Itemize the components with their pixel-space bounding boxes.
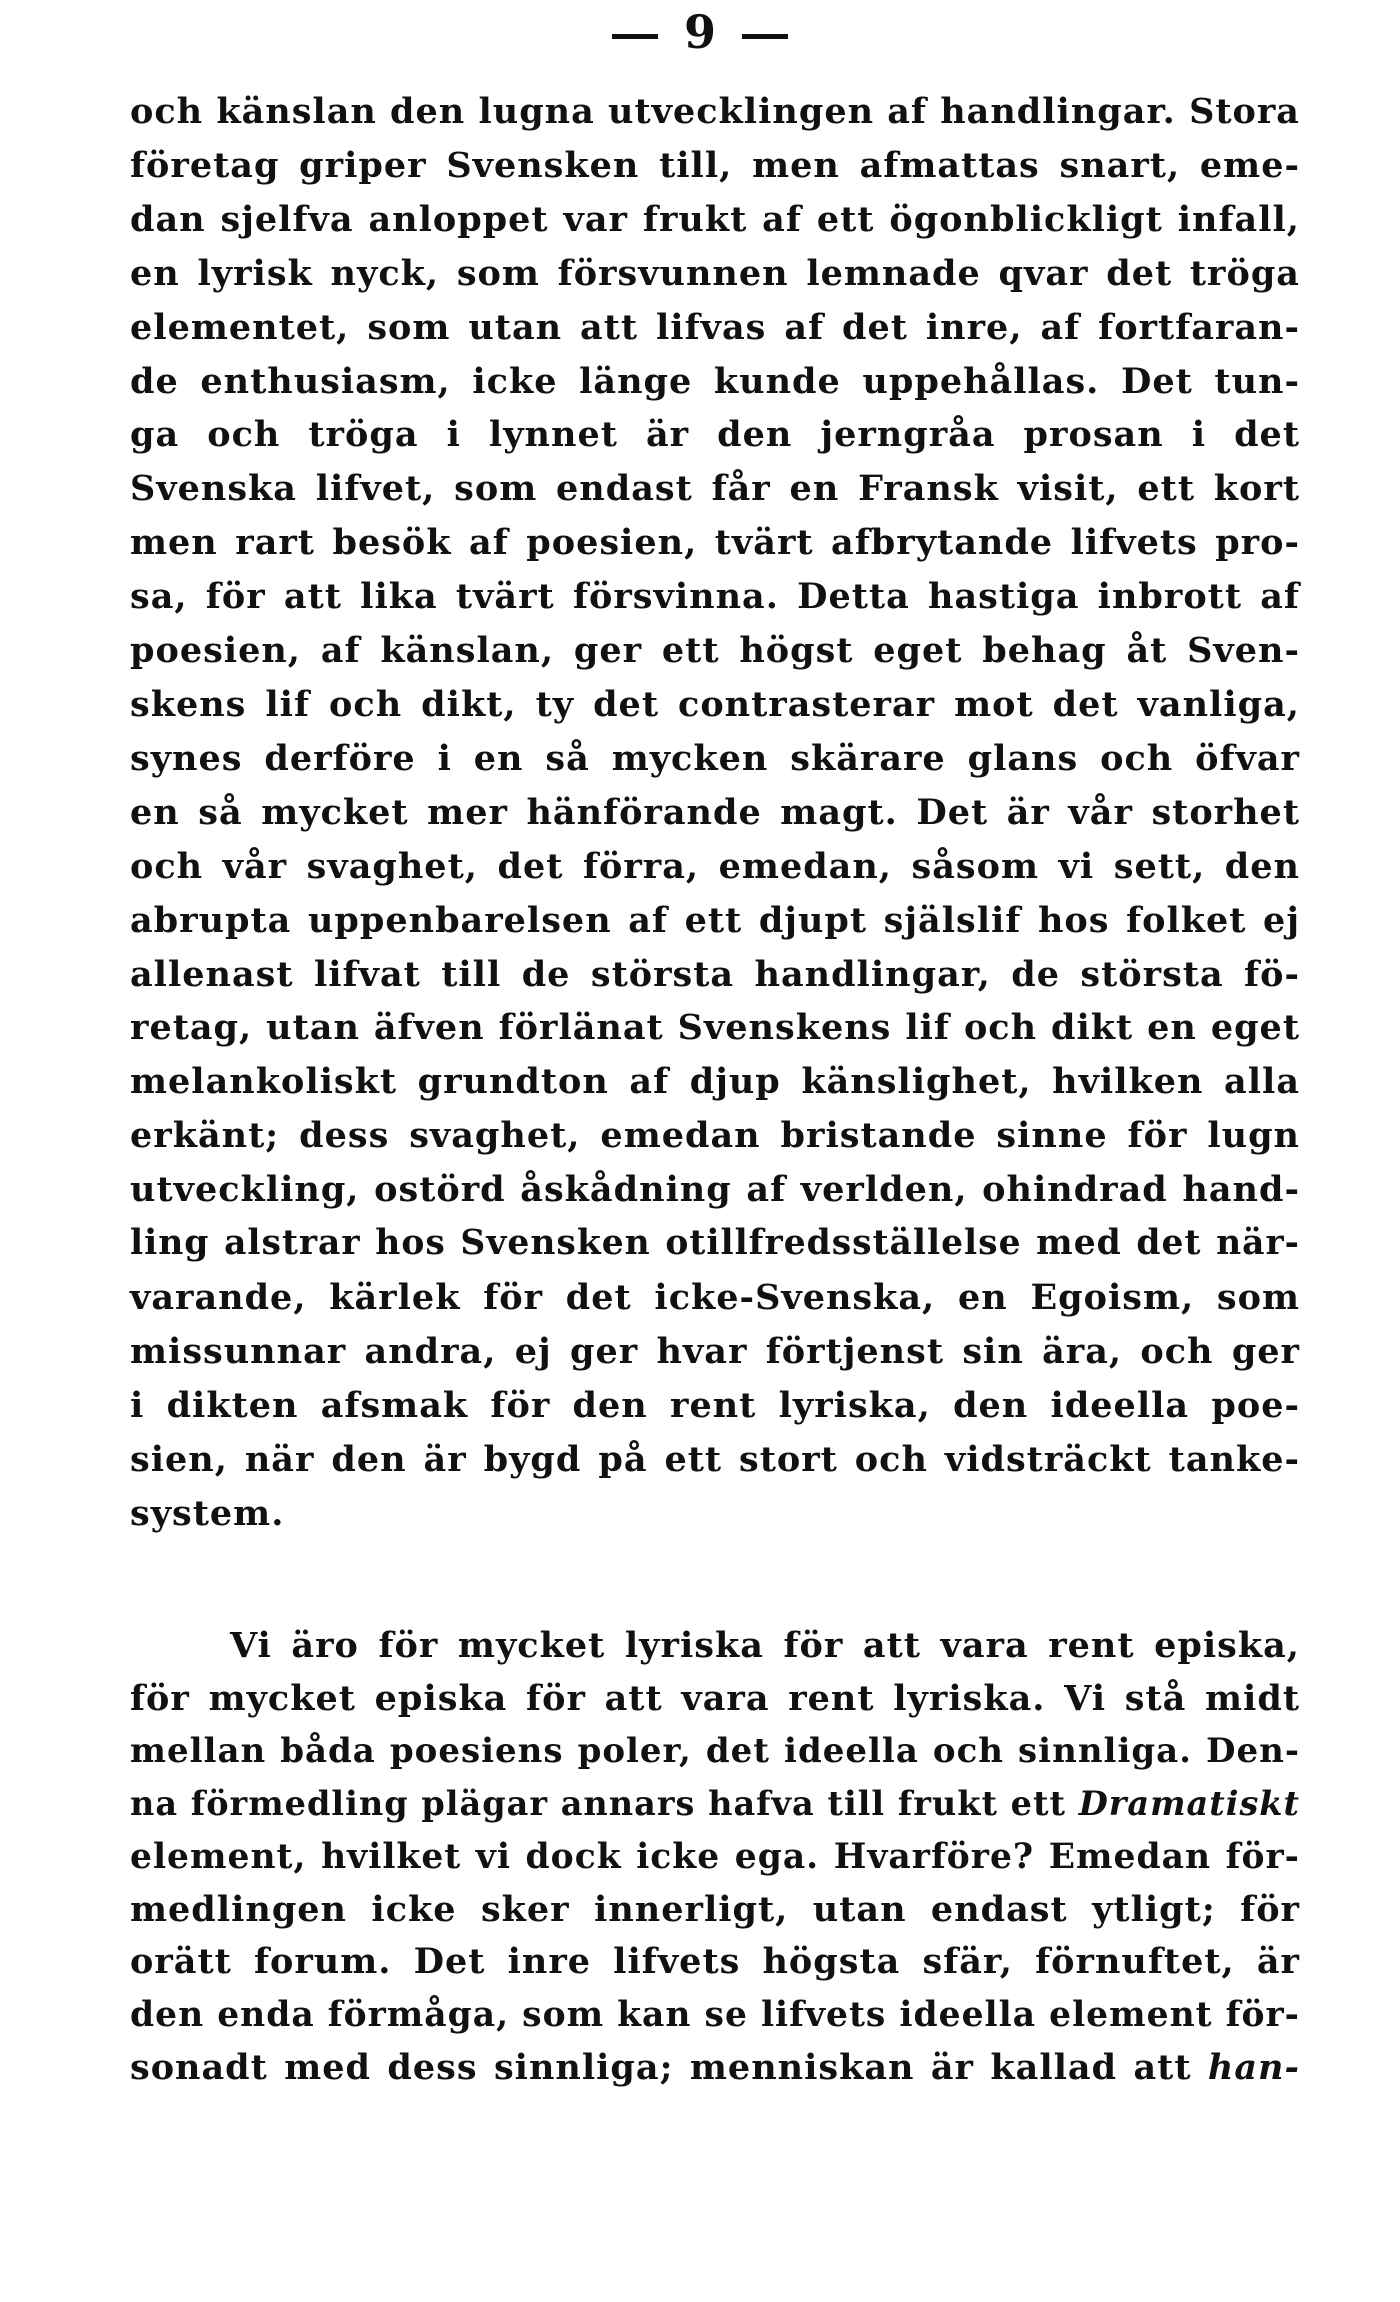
text-line: mellan båda poesiens poler, det ideella och sinnliga. Den-: [130, 1731, 1300, 1772]
text-line: sa, för att lika tvärt försvinna. Detta hastiga inbrott af: [130, 576, 1300, 618]
text-segment: sonadt med dess sinnliga; menniskan är kallad att: [130, 2046, 1208, 2088]
text-line: orätt forum. Det inre lifvets högsta sfär, förnuftet, är: [130, 1941, 1300, 1983]
text-line: och vår svaghet, det förra, emedan, såsom vi sett, den: [130, 845, 1300, 887]
paragraph-2: [130, 1620, 1300, 2094]
italic-word: Dramatiskt: [1078, 1784, 1300, 1824]
text-segment: na förmedling plägar annars hafva till frukt ett: [130, 1784, 1079, 1824]
text-line: allenast lifvat till de största handlingar, de största fö-: [130, 953, 1300, 995]
text-line: och känslan den lugna utvecklingen af handlingar. Stora: [130, 91, 1300, 132]
text-line: poesien, af känslan, ger ett högst eget behag åt Sven-: [130, 630, 1300, 672]
page-number: 9: [683, 5, 716, 59]
text-line: ga och tröga i lynnet är den jerngråa prosan i det: [130, 414, 1300, 456]
text-line: företag griper Svensken till, men afmattas snart, eme-: [130, 144, 1300, 186]
text-line: den enda förmåga, som kan se lifvets ideella element för-: [130, 1994, 1300, 2035]
text-line: i dikten afsmak för den rent lyriska, den ideella poe-: [130, 1384, 1300, 1426]
page-header: [0, 4, 1400, 60]
text-line: Vi äro för mycket lyriska för att vara rent episka,: [230, 1625, 1300, 1666]
text-line: elementet, som utan att lifvas af det inre, af fortfaran-: [130, 306, 1300, 348]
text-line: medlingen icke sker innerligt, utan endast ytligt; för: [130, 1888, 1300, 1930]
text-line: missunnar andra, ej ger hvar förtjenst sin ära, och ger: [130, 1330, 1300, 1372]
text-line: skens lif och dikt, ty det contrasterar mot det vanliga,: [130, 683, 1300, 725]
text-line: en så mycket mer hänförande magt. Det är vår storhet: [130, 791, 1300, 833]
text-line: men rart besök af poesien, tvärt afbrytande lifvets pro-: [130, 522, 1300, 564]
text-line: system.: [130, 1492, 285, 1534]
text-line: sien, när den är bygd på ett stort och vidsträckt tanke-: [130, 1438, 1300, 1480]
text-line: för mycket episka för att vara rent lyriska. Vi stå midt: [130, 1677, 1300, 1719]
text-line: melankoliskt grundton af djup känslighet, hvilken alla: [130, 1061, 1300, 1103]
text-line: utveckling, ostörd åskådning af verlden, ohindrad hand-: [130, 1169, 1300, 1211]
text-line: synes derföre i en så mycken skärare glans och öfvar: [130, 737, 1300, 779]
text-line: retag, utan äfven förlänat Svenskens lif och dikt en eget: [130, 1007, 1300, 1049]
paragraph-1: [130, 85, 1300, 1540]
header-dash-right: [742, 34, 788, 39]
text-line: erkänt; dess svaghet, emedan bristande sinne för lugn: [130, 1115, 1300, 1157]
text-line: abrupta uppenbarelsen af ett djupt själslif hos folket ej: [130, 899, 1300, 941]
text-line: ling alstrar hos Svensken otillfredsställelse med det när-: [130, 1223, 1300, 1264]
italic-word: han-: [1207, 2046, 1300, 2088]
header-dash-left: [612, 34, 658, 39]
text-line: [130, 1778, 1300, 1831]
text-line: en lyrisk nyck, som försvunnen lemnade qvar det tröga: [130, 252, 1300, 294]
text-line: dan sjelfva anloppet var frukt af ett ögonblickligt infall,: [130, 198, 1300, 240]
text-line: de enthusiasm, icke länge kunde uppehållas. Det tun-: [130, 360, 1300, 402]
text-line: varande, kärlek för det icke-Svenska, en Egoism, som: [130, 1276, 1300, 1318]
text-line: element, hvilket vi dock icke ega. Hvarföre? Emedan för-: [130, 1836, 1300, 1877]
text-line: [130, 2042, 1300, 2095]
text-line: Svenska lifvet, som endast får en Fransk visit, ett kort: [130, 468, 1300, 510]
